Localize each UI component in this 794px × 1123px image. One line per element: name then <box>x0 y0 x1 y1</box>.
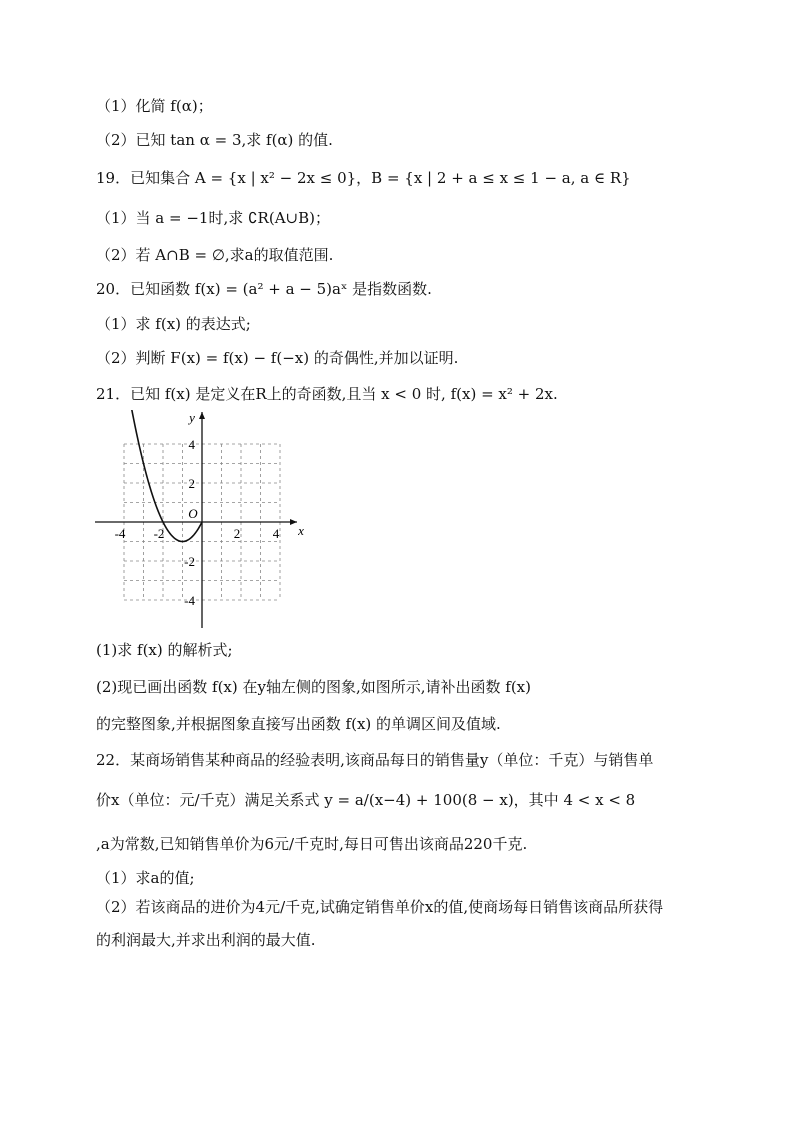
x-tick-label: 2 <box>233 526 241 541</box>
x-tick-label: -4 <box>114 526 126 541</box>
function-graph <box>92 410 312 630</box>
line-q19: 19．已知集合 A = {x | x² − 2x ≤ 0}，B = {x | 2 + a ≤ x ≤ 1 − a, a ∈ R} <box>96 169 631 187</box>
y-tick-label: 4 <box>188 437 195 452</box>
x-axis-arrow <box>290 519 297 525</box>
line-q22-cont: ,a为常数,已知销售单价为6元/千克时,每日可售出该商品220千克. <box>96 835 528 853</box>
y-axis-arrow <box>199 412 205 419</box>
line-q20: 20．已知函数 f(x) = (a² + a − 5)aˣ 是指数函数. <box>96 280 432 298</box>
y-axis-label: y <box>189 410 195 425</box>
line-q22-formula: 价x（单位：元/千克）满足关系式 y = a/(x−4) + 100(8 − x)，其中 4 < x < 8 <box>96 791 636 809</box>
line-q22-2: （2）若该商品的进价为4元/千克,试确定销售单价x的值,使商场每日销售该商品所获得 <box>96 898 664 916</box>
line-q19-2: （2）若 A∩B = ∅,求a的取值范围. <box>96 246 334 264</box>
line-q22-3: 的利润最大,并求出利润的最大值. <box>96 931 316 949</box>
axis-labels <box>115 410 305 608</box>
x-tick-label: -2 <box>153 526 165 541</box>
line-q22-1: （1）求a的值; <box>96 869 195 887</box>
line-q18-1: （1）化简 f(α)； <box>96 97 213 115</box>
y-tick-label: -2 <box>184 554 195 569</box>
line-q20-1: （1）求 f(x) 的表达式; <box>96 315 251 333</box>
line-q21: 21．已知 f(x) 是定义在R上的奇函数,且当 x < 0 时, f(x) = x² + 2x. <box>96 385 558 403</box>
line-q19-1: （1）当 a = −1时,求 ∁R(A∪B)； <box>96 209 330 227</box>
line-q21-3: 的完整图象,并根据图象直接写出函数 f(x) 的单调区间及值域. <box>96 715 501 733</box>
line-q22: 22．某商场销售某种商品的经验表明,该商品每日的销售量y（单位：千克）与销售单 <box>96 751 654 769</box>
line-q20-2: （2）判断 F(x) = f(x) − f(−x) 的奇偶性,并加以证明. <box>96 349 459 367</box>
x-axis-label: x <box>298 523 304 538</box>
y-tick-label: -4 <box>184 593 195 608</box>
line-q21-2: (2)现已画出函数 f(x) 在y轴左侧的图象,如图所示,请补出函数 f(x) <box>96 678 531 696</box>
line-q21-1: (1)求 f(x) 的解析式; <box>96 641 233 659</box>
line-q18-2: （2）已知 tan α = 3,求 f(α) 的值. <box>96 131 333 149</box>
x-tick-label: 4 <box>272 526 280 541</box>
y-tick-label: 2 <box>188 476 195 491</box>
origin-label: O <box>188 506 198 521</box>
